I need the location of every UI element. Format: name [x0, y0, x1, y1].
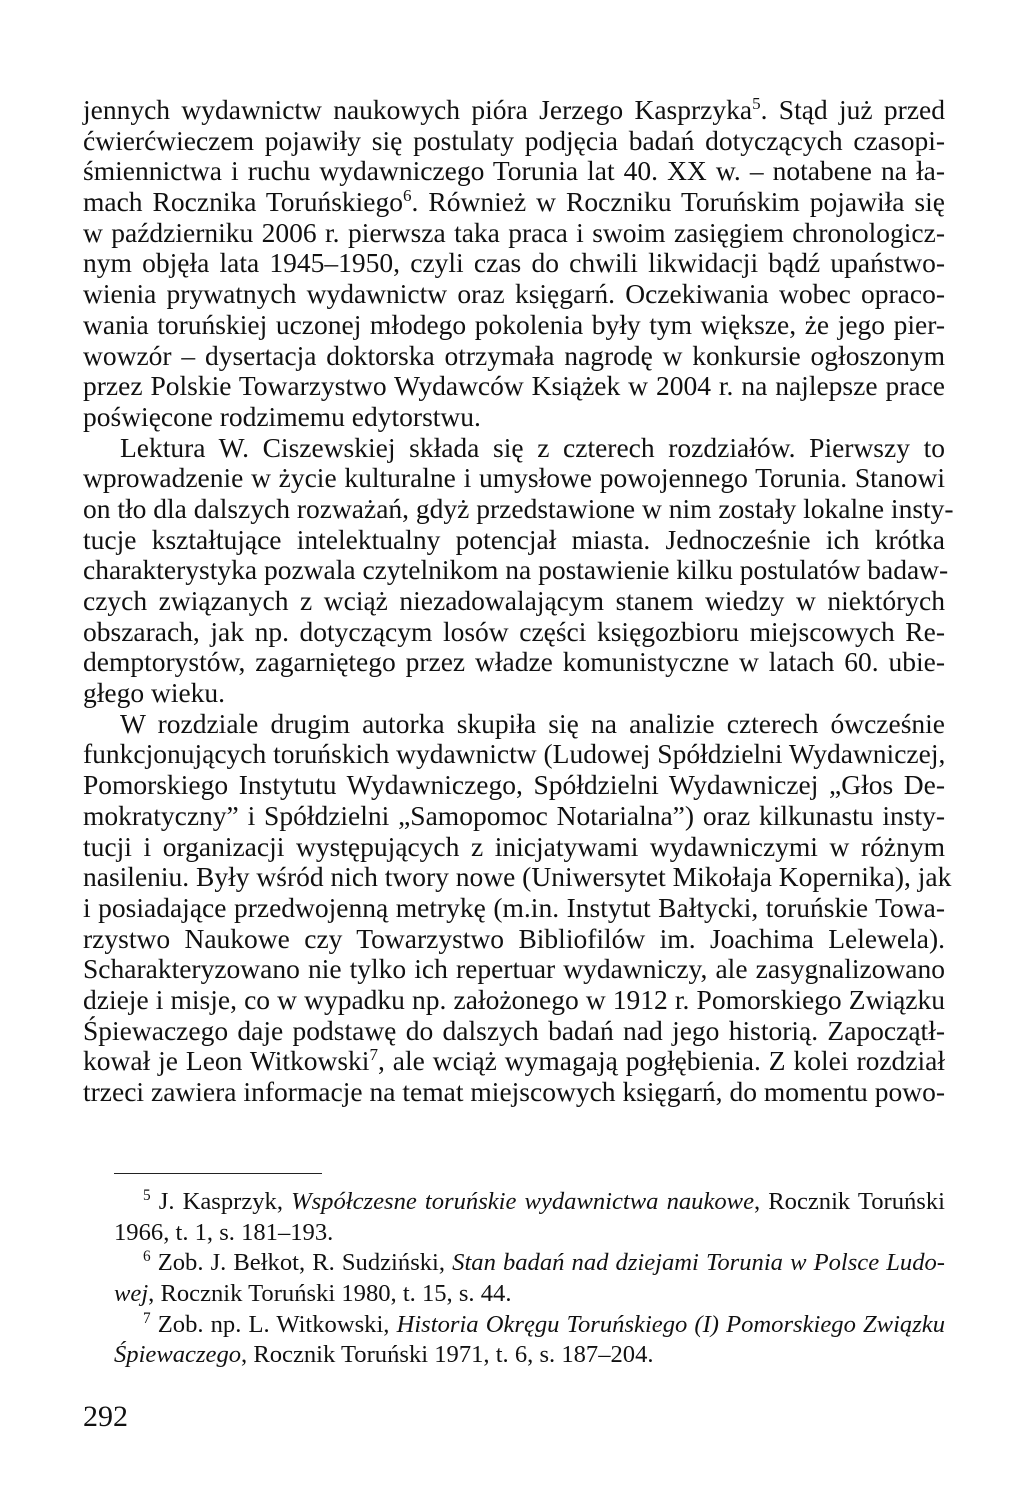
- text-line: wprowadzenie w życie kulturalne i umysłowe powojennego Torunia. Stanowi: [83, 462, 945, 494]
- text-line: [83, 187, 945, 218]
- footnote-7: [114, 1310, 945, 1341]
- text-fragment: kował je Leon Witkowski: [83, 1045, 370, 1077]
- text-line: nasileniu. Były wśród nich twory nowe (Uniwersytet Mikołaja Kopernika), jak: [83, 861, 952, 893]
- text-line: funkcjonujących toruńskich wydawnictw (Ludowej Spółdzielni Wydawniczej,: [83, 738, 946, 770]
- footnote-title: wej: [114, 1280, 149, 1308]
- text-line: nym objęła lata 1945–1950, czyli czas do chwili likwidacji bądź upaństwo-: [83, 247, 945, 279]
- text-line: [83, 1046, 945, 1077]
- text-line: poświęcone rodzimemu edytorstwu.: [83, 400, 481, 432]
- text-fragment: mach Rocznika Toruńskiego: [83, 186, 404, 218]
- footnotes: [114, 1187, 945, 1371]
- footnote-5: [114, 1187, 945, 1218]
- footnote-6-cont: [114, 1279, 945, 1310]
- text-line: wowzór – dysertacja doktorska otrzymała nagrodę w konkursie ogłoszonym: [83, 339, 945, 371]
- text-line: mokratyczny” i Spółdzielni „Samopomoc Notarialna”) oraz kilkunastu insty-: [83, 799, 945, 831]
- text-line: Pomorskiego Instytutu Wydawniczego, Spółdzielni Wydawniczej „Głos De-: [83, 769, 945, 801]
- footnote-title: Historia Okręgu Toruńskiego (I) Pomorskiego Związku: [396, 1310, 945, 1338]
- footnote-number: 5: [143, 1186, 151, 1204]
- footnote-text: J. Kasprzyk,: [150, 1188, 292, 1215]
- footnote-title: Współczesne toruńskie wydawnictwa naukowe: [291, 1188, 754, 1215]
- text-line: śmiennictwa i ruchu wydawniczego Torunia lat 40. XX w. – notabene na ła-: [83, 155, 945, 187]
- footnote-text: Zob. np. L. Witkowski,: [150, 1310, 397, 1338]
- text-line: tucji i organizacji występujących z inicjatywami wydawniczymi w różnym: [83, 830, 945, 862]
- text-line: i posiadające przedwojenną metrykę (m.in. Instytut Bałtycki, toruńskie Towa-: [83, 891, 945, 923]
- text-line: Lektura W. Ciszewskiej składa się z czterech rozdziałów. Pierwszy to: [120, 431, 945, 463]
- text-line: czych związanych z wciąż niezadowalającym stanem wiedzy w niektórych: [83, 585, 945, 616]
- body-text: [83, 93, 954, 1108]
- footnote-7-cont: [114, 1340, 945, 1371]
- footnote-number: 6: [143, 1248, 151, 1266]
- text-line: tucje kształtujące intelektualny potencjał miasta. Jednocześnie ich krótka: [83, 523, 945, 555]
- text-line: obszarach, jak np. dotyczącym losów części księgozbioru miejscowych Re-: [83, 615, 945, 647]
- text-line: wienia prywatnych wydawnictw oraz księgarń. Oczekiwania wobec opraco-: [83, 278, 945, 310]
- footnote-ref-7: 7: [369, 1045, 378, 1065]
- footnote-title: Śpiewaczego: [114, 1341, 242, 1369]
- text-line: Śpiewaczego daje podstawę do dalszych badań nad jego historią. Zapoczątł-: [83, 1014, 945, 1046]
- footnote-5-cont: 1966, t. 1, s. 181–193.: [114, 1218, 334, 1246]
- text-fragment: . Również w Roczniku Toruńskim pojawiła się: [411, 186, 945, 218]
- text-line: rzystwo Naukowe czy Towarzystwo Bibliofilów im. Joachima Lelewela).: [83, 922, 945, 954]
- text-line: trzeci zawiera informacje na temat miejscowych księgarń, do momentu powo-: [83, 1076, 945, 1107]
- text-line: w październiku 2006 r. pierwsza taka praca i swoim zasięgiem chronologicz-: [83, 216, 945, 248]
- footnote-ref-6: 6: [403, 185, 412, 205]
- footnote-text: Zob. J. Bełkot, R. Sudziński,: [150, 1249, 453, 1277]
- text-line: Scharakteryzowano nie tylko ich repertuar wydawniczy, ale zasygnalizowano: [83, 953, 945, 985]
- text-fragment: . Stąd już przed: [760, 94, 945, 125]
- footnote-separator: [114, 1173, 322, 1174]
- footnote-text: , Rocznik Toruński 1980, t. 15, s. 44.: [148, 1280, 512, 1308]
- text-line: charakterystyka pozwala czytelnikom na postawienie kilku postulatów badaw-: [83, 554, 949, 586]
- footnote-6: [114, 1248, 945, 1279]
- footnote-text: , Rocznik Toruński 1971, t. 6, s. 187–204.: [241, 1341, 654, 1369]
- text-line: głego wieku.: [83, 677, 226, 709]
- text-line: on tło dla dalszych rozważań, gdyż przedstawione w nim zostały lokalne insty-: [83, 492, 954, 524]
- text-line: demptorystów, zagarniętego przez władze komunistyczne w latach 60. ubie-: [83, 646, 945, 678]
- text-fragment: , ale wciąż wymagają pogłębienia. Z kolei rozdział: [377, 1045, 945, 1077]
- text-line: przez Polskie Towarzystwo Wydawców Książek w 2004 r. na najlepsze prace: [83, 370, 945, 402]
- footnote-ref-5: 5: [752, 93, 761, 113]
- text-line: wania toruńskiej uczonej młodego pokolenia były tym większe, że jego pier-: [83, 308, 945, 340]
- page-number: 292: [83, 1400, 128, 1433]
- footnote-text: , Rocznik Toruński: [754, 1188, 945, 1215]
- text-fragment: jennych wydawnictw naukowych pióra Jerzego Kasprzyka: [83, 94, 753, 125]
- text-line: ćwierćwieczem pojawiły się postulaty podjęcia badań dotyczących czasopi-: [83, 124, 945, 156]
- footnote-number: 7: [143, 1309, 151, 1327]
- text-line: [83, 95, 945, 126]
- text-line: W rozdziale drugim autorka skupiła się na analizie czterech ówcześnie: [120, 707, 945, 739]
- footnote-title: Stan badań nad dziejami Torunia w Polsce Ludo-: [452, 1249, 945, 1277]
- text-line: dzieje i misje, co w wypadku np. założonego w 1912 r. Pomorskiego Związku: [83, 983, 945, 1015]
